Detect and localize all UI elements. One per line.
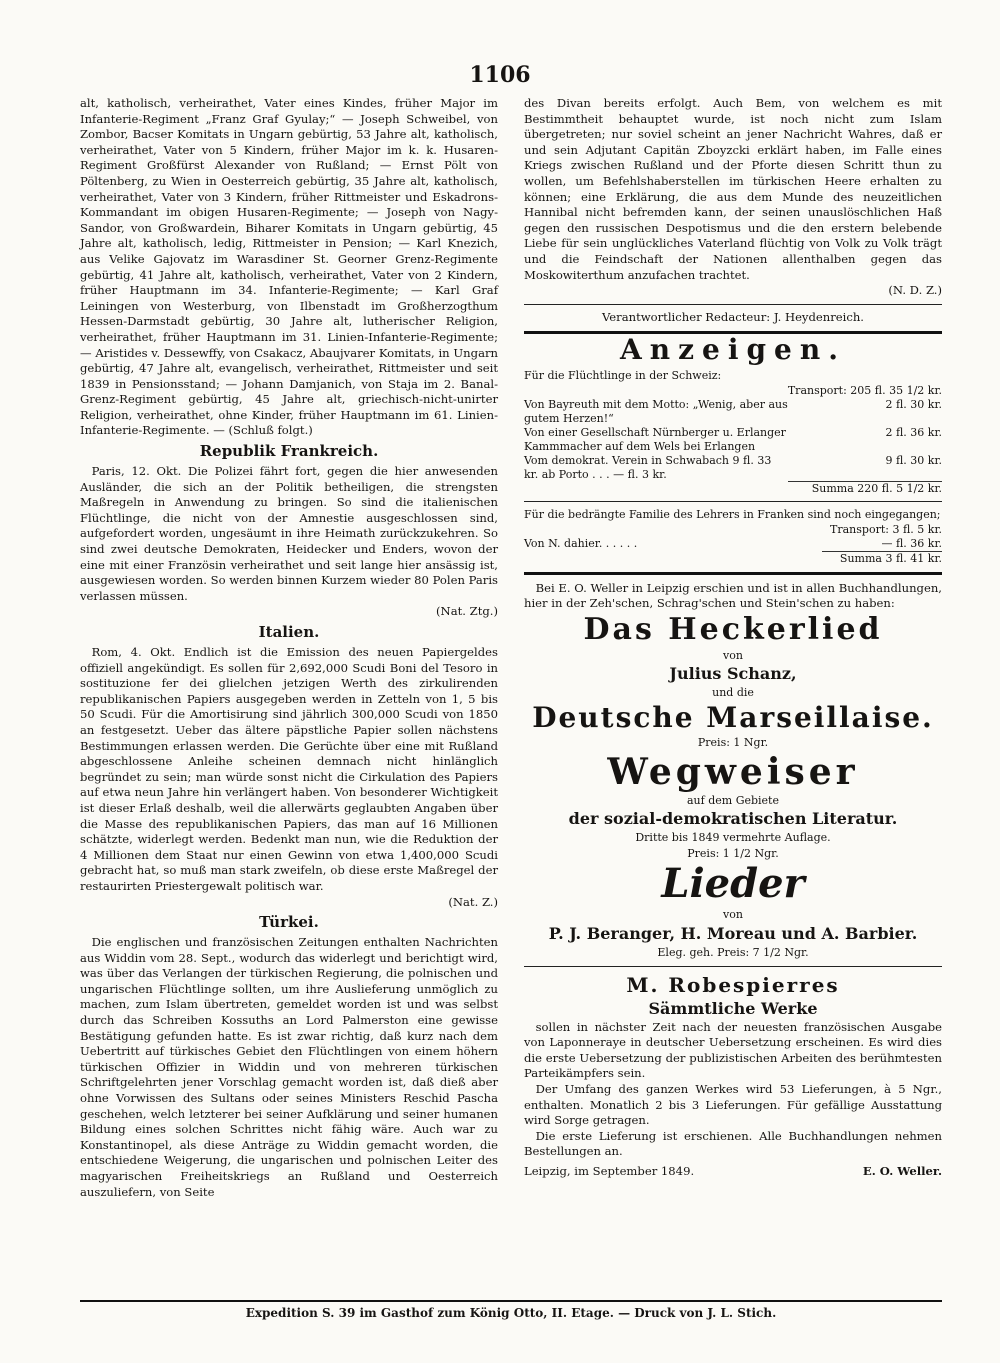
article-continuation: alt, katholisch, verheirathet, Vater eines Kindes, früher Major im Infanterie-Regiment „Franz Graf Gyulay;“ — Joseph Schweibel, von Zombor, Bacser Komitats in Ungarn gebürtig, 53 Jahre alt, katholisch, verheirathet, Vater von 5 Kindern, früher Major im k. k. Husaren-Regiment Großfürst Alexander von Rußland; — Ernst Pölt von Pöltenberg, zu Wien in Oesterreich gebürtig, 35 Jahre alt, katholisch, verheirathet, Vater von 3 Kindern, früher Rittmeister und Eskadrons-Kommandant im obigen Husaren-Regimente; — Joseph von Nagy-Sandor, von Großwardein, Biharer Komitats in Ungarn gebürtig, 45 Jahre alt, katholisch, ledig, Rittmeister in Pension; — Karl Knezich, aus Velike Gajovatz im Warasdiner St. Georner Grenz-Regimente gebürtig, 41 Jahre alt, katholisch, verheirathet, Vater von 2 Kindern, früher Hauptmann im 34. Infanterie-Regimente; — Karl Graf Leiningen von Westerburg, von Ilbenstadt im Großherzogthum Hessen-Darmstadt gebürtig, 30 Jahre alt, lutherischer Religion, verheirathet, früher Hauptmann im 31. Linien-Infanterie-Regimente; — Aristides v. Dessewffy, von Csakacz, Abaujvarer Komitats, in Ungarn gebürtig, 47 Jahre alt, evangelisch, verheirathet, Rittmeister und seit 1839 in Pensionsstand; — Johann Damjanich, von Staja im 2. Banal-Grenz-Regiment gebürtig, 45 Jahre alt, griechisch-nicht-unirter Religion, verheirathet, ohne Kinder, früher Hauptmann im 61. Linien-Infanterie-Regimente. — (Schluß folgt.)	[80, 96, 498, 438]
source-rom: (Nat. Z.)	[448, 894, 498, 909]
subscription-sum: Summa 3 fl. 41 kr.	[822, 551, 942, 566]
by-label-2: von	[723, 908, 743, 922]
place-date: Leipzig, im September 1849.	[524, 1163, 695, 1178]
robespierre-scope: Der Umfang des ganzen Werkes wird 53 Lieferungen, à 5 Ngr., enthalten. Monatlich 2 bis 3 Lieferungen. Für gefällige Ausstattung wird Sorge getragen.	[524, 1081, 942, 1128]
table-row	[524, 482, 942, 497]
table-row	[524, 551, 942, 566]
robespierre-announcement: sollen in nächster Zeit nach der neuesten französischen Ausgabe von Laponneraye in deutscher Uebersetzung erscheinen. Es wird dies die erste Uebersetzung der publizistischen Arbeiten des berühmtesten Parteikämpfers sein.	[524, 1019, 942, 1081]
price-2: Preis: 1 1/2 Ngr.	[687, 846, 779, 860]
title-marseillaise: Deutsche Marseillaise.	[532, 700, 934, 734]
price-3: Eleg. geh. Preis: 7 1/2 Ngr.	[657, 945, 809, 959]
page-number: 1106	[469, 62, 531, 88]
source-paris: (Nat. Ztg.)	[436, 604, 498, 619]
and-label: und die	[712, 686, 754, 700]
advertisements-heading: Anzeigen.	[620, 333, 846, 367]
subtitle-werke: Sämmtliche Werke	[648, 998, 818, 1018]
robespierre-delivery: Die erste Lieferung ist erschienen. Alle Buchhandlungen nehmen Bestellungen an.	[524, 1128, 942, 1159]
divider-thick	[524, 572, 942, 575]
divider	[524, 501, 942, 502]
table-row: Vom demokrat. Verein in Schwabach 9 fl. 33 kr. ab Porto . . . — fl. 3 kr. 9 fl. 30 kr.	[524, 453, 942, 481]
article-turkey-continued: des Divan bereits erfolgt. Auch Bem, von welchem es mit Bestimmtheit behauptet wurde, ist noch nicht zum Islam übergetreten; nur soviel scheint an jener Nachricht Wahres, daß er und sein Adjutant Capitän Zboyzcki erklärt haben, im Falle eines Kriegs zwischen Rußland und der Pforte diesen Schritt thun zu wollen, um Befehlshaberstellen im türkischen Heere erhalten zu können; eine Erklärung, die aus dem Munde des neuzeitlichen Hannibal nicht befremden kann, der seinen unauslöschlichen Haß gegen den russischen Despotismus und die den erstern belebende Liebe für sein unglückliches Vaterland flüchtig von Volk zu Volk trägt und die Feindschaft der Nationen allenthalben gegen das Moskowiterthum anzufachen trachtet.	[524, 96, 942, 282]
table-row: Von Bayreuth mit dem Motto: „Wenig, aber aus gutem Herzen!“ 2 fl. 30 kr.	[524, 397, 942, 425]
divider	[524, 966, 942, 967]
source-turkey: (N. D. Z.)	[888, 283, 942, 298]
divider	[524, 304, 942, 305]
subscription-table-refugees	[524, 384, 942, 497]
article-turkey: Die englischen und französischen Zeitungen enthalten Nachrichten aus Widdin vom 28. Sept., wodurch das widerlegt und berichtigt wird, was über das Verlangen der türkischen Regierung, die polnischen und ungarischen Flüchtlinge sollten, um ihre Auslieferung unmöglich zu machen, zum Islam übertreten, gemeldet worden ist und was selbst durch das Schreiben Kossuths an Lord Palmerston eine gewisse Bestätigung gefunden hatte. Es ist zwar richtig, daß kurz nach dem Uebertritt auf türkisches Gebiet den Flüchtlingen von einem höhern türkischen Offizier in Widdin und von mehreren türkischen Schriftgelehrten jener Vorschlag gemacht worden ist, daß dieß aber ohne Vorwissen des Sultans oder seines Ministers Reschid Pascha geschehen, welch letzterer bei seiner Aufklärung und seiner humanen Bildung eines solchen Schrittes nicht fähig wäre. Auch war zu Konstantinopel, als diese Anträge zu Widdin gemacht worden, die entschiedene Weigerung, die ungarischen und polnischen Leiter des magyarischen Freiheitskriegs an Rußland und Oesterreich auszuliefern, von Seite	[80, 935, 498, 1199]
subscription-heading-family: Für die bedrängte Familie des Lehrers in Franken sind noch eingegangen;	[524, 508, 941, 521]
subtitle-literatur: der sozial-demokratischen Literatur.	[568, 809, 898, 829]
table-row: Von einer Gesellschaft Nürnberger u. Erlanger Kammmacher auf dem Wels bei Erlangen 2 fl. 36 kr.	[524, 425, 942, 453]
table-row: Von N. dahier. . . . . . — fl. 36 kr.	[524, 536, 942, 550]
title-heckerlied: Das Heckerlied	[583, 611, 883, 647]
article-rom: Rom, 4. Okt. Endlich ist die Emission des neuen Papiergeldes offiziell angekündigt. Es sollen für 2,692,000 Scudi Boni del Tesoro in sostituzione fer dei glielchen jetzigen Werth des zirkulirenden republikanischen Papiers ausgegeben werden in Zetteln von 1, 5 bis 50 Scudi. Für die Amortisirung sind jährlich 300,000 Scudi von 1850 an festgesetzt. Ueber das ältere päpstliche Papier sollen nächstens Bestimmungen erlassen werden. Die Gerüchte über eine mit Rußland abgeschlossene Anleihe scheinen demnach nicht hinlänglich begründet zu sein; man würde sonst nicht die Cirkulation des Papiers auf etwa neun Jahre hin verlängert haben. Von besonderer Wichtigkeit ist dieser Erlaß deshalb, weil die allerwärts geglaubten Angaben über die Masse des republikanischen Papiers, das man auf 16 Millionen schätzte, widerlegt werden. Bedenkt man nun, wie die Reduktion der 4 Millionen dem Staat nur einen Gewinn von etwa 1,400,000 Scudi gebracht hat, so muß man stark zweifeln, ob diese erste Maßregel der restaurirten Priestergewalt politisch war.	[80, 645, 498, 893]
section-heading-italy: Italien.	[258, 623, 320, 641]
publisher-intro: Bei E. O. Weller in Leipzig erschien und ist in allen Buchhandlungen, hier in der Zeh'schen, Schrag'schen und Stein'schen zu haben:	[524, 580, 942, 611]
subscription-heading-refugees: Für die Flüchtlinge in der Schweiz:	[524, 368, 722, 382]
publisher-name: E. O. Weller.	[862, 1163, 942, 1178]
title-wegweiser: Wegweiser	[607, 750, 859, 793]
subtitle-gebiete: auf dem Gebiete	[687, 793, 779, 807]
author-schanz: Julius Schanz,	[669, 664, 797, 684]
editor-line: Verantwortlicher Redacteur: J. Heydenreich.	[601, 309, 864, 324]
imprint-footer: Expedition S. 39 im Gasthof zum König Otto, II. Etage. — Druck von J. L. Stich.	[80, 1300, 942, 1320]
table-row: Transport: 205 fl. 35 1/2 kr.	[787, 383, 942, 397]
title-lieder: Lieder	[661, 860, 805, 908]
subscription-table-family	[524, 523, 942, 566]
by-label: von	[723, 648, 743, 662]
article-paris: Paris, 12. Okt. Die Polizei fährt fort, gegen die hier anwesenden Ausländer, die sich an der Politik betheiligen, die strengsten Maßregeln in Anwendung zu bringen. So sind die italienischen Flüchtlinge, die nicht von der Amnestie ausgeschlossen sind, aufgefordert worden, ungesäumt in ihre Heimath zurückzukehren. So sind zwei deutsche Demokraten, Heidecker und Enders, wovon der eine mit einer Französin verheirathet und seit lange hier ansässig ist, ausgewiesen worden. So werden binnen Kurzem wieder 80 Polen Paris verlassen müssen.	[80, 464, 499, 603]
subscription-sum: Summa 220 fl. 5 1/2 kr.	[788, 482, 942, 497]
section-heading-france: Republik Frankreich.	[199, 442, 379, 461]
table-row: Transport: 3 fl. 5 kr.	[830, 522, 942, 536]
authors-lieder: P. J. Beranger, H. Moreau und A. Barbier.	[548, 923, 918, 943]
left-column	[80, 96, 498, 1200]
price-1: Preis: 1 Ngr.	[697, 735, 769, 749]
title-robespierre: M. Robespierres	[626, 972, 840, 997]
edition-note: Dritte bis 1849 vermehrte Auflage.	[635, 831, 831, 845]
section-heading-turkey: Türkei.	[259, 913, 319, 932]
signature-line	[524, 1164, 942, 1180]
right-column	[524, 96, 942, 1179]
